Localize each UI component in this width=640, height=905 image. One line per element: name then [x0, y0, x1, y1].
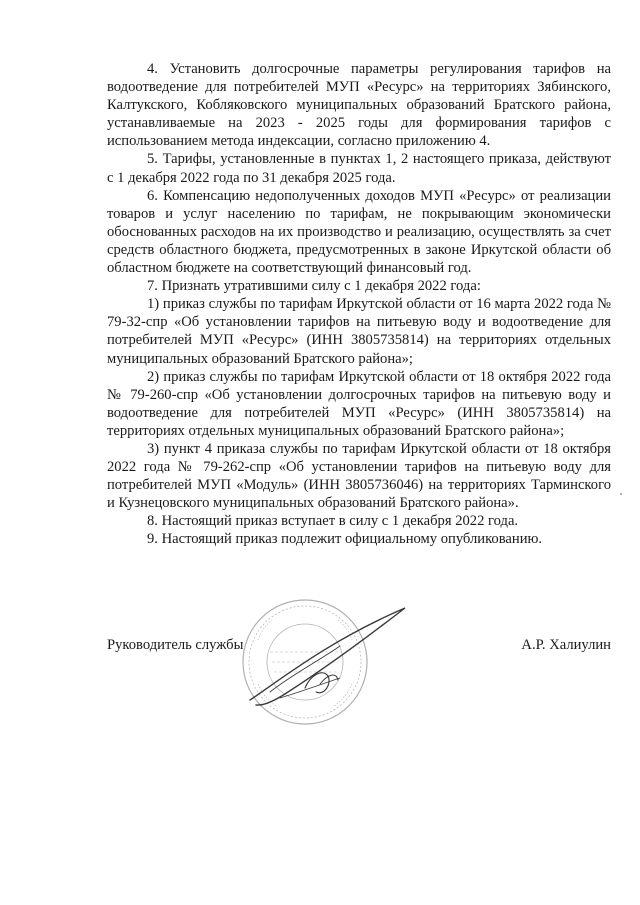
subitem-7-3: 3) пункт 4 приказа службы по тарифам Иркутской области от 18 октября 2022 года № 79-262-спр «Об установлении тарифов на питьевую воду для потребителей МУП «Модуль» (ИНН 3805736046) на территориях Тарминского и Кузнецовского муниципальных образований Братского района». — [107, 440, 611, 512]
handwritten-signature — [250, 608, 405, 705]
paragraph-item-6: 6. Компенсацию недополученных доходов МУП «Ресурс» от реализации товаров и услуг населению по тарифам, не покрывающим экономически обоснованных расходов на их производство и реализацию, осуществлять за счет средств областного бюджета, предусмотренных в законе Иркутской области об областном бюджете на соответствующий финансовый год. — [107, 187, 611, 277]
paragraph-item-8: 8. Настоящий приказ вступает в силу с 1 декабря 2022 года. — [147, 513, 519, 530]
scan-artifact-dot — [620, 493, 622, 495]
stamp-and-signature — [210, 580, 410, 740]
paragraph-item-9: 9. Настоящий приказ подлежит официальному опубликованию. — [147, 531, 543, 548]
paragraph-item-5: 5. Тарифы, установленные в пунктах 1, 2 настоящего приказа, действуют с 1 декабря 2022 года по 31 декабря 2025 года. — [107, 151, 611, 186]
paragraph-item-7: 7. Признать утратившими силу с 1 декабря 2022 года: — [147, 278, 481, 295]
signatory-position: Руководитель службы — [107, 637, 244, 653]
subitem-7-2: 2) приказ службы по тарифам Иркутской области от 18 октября 2022 года № 79-260-спр «Об установлении долгосрочных тарифов на питьевую воду и водоотведение для потребителей МУП «Ресурс» (ИНН 3805735814) на территориях отдельных муниципальных образований Братского района»; — [107, 368, 611, 439]
paragraph-item-4: 4. Установить долгосрочные параметры регулирования тарифов на водоотведение для потребителей МУП «Ресурс» на территориях Зябинского, Калтукского, Кобляковского муниципальных образований Братского района, устанавливаемые на 2023 - 2025 годы для формирования тарифов с использованием метода индексации, согласно приложению 4. — [107, 61, 611, 150]
signatory-name: А.Р. Халиулин — [521, 637, 611, 653]
document-body — [107, 60, 611, 549]
subitem-7-1: 1) приказ службы по тарифам Иркутской области от 16 марта 2022 года № 79-32-спр «Об установлении тарифов на питьевую воду и водоотведение для потребителей МУП «Ресурс» (ИНН 3805735814) на территориях отдельных муниципальных образований Братского района»; — [107, 296, 611, 367]
